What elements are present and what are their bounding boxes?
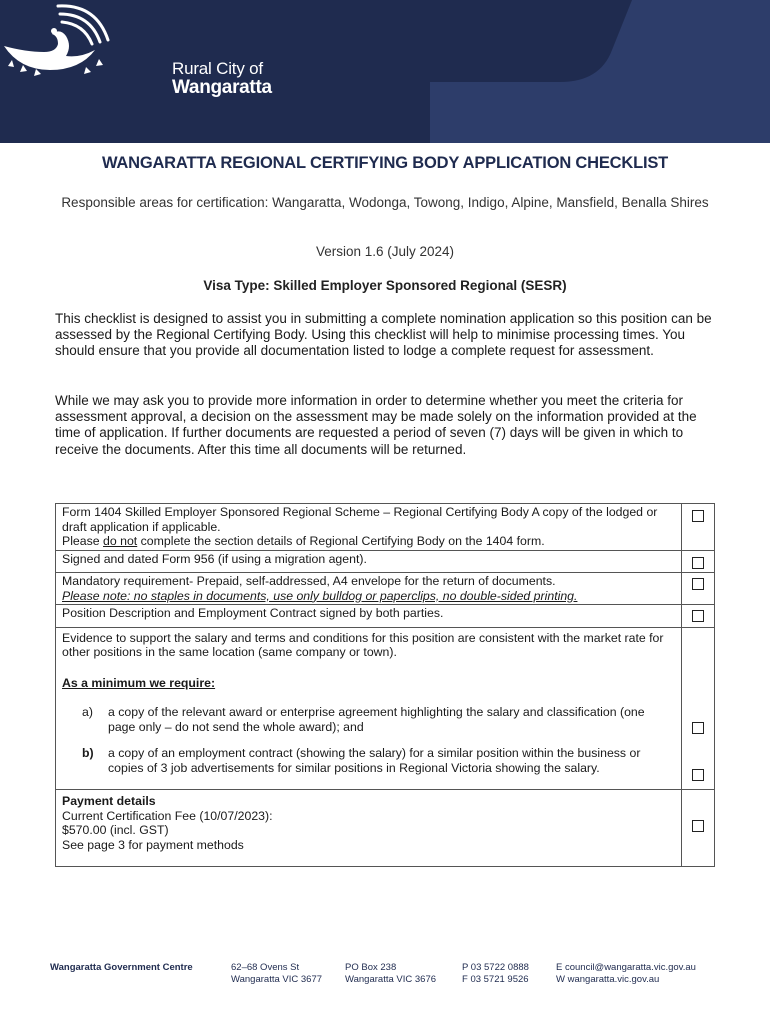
checkbox-contract[interactable] <box>692 769 704 781</box>
minimum-heading: As a minimum we require: <box>62 675 216 690</box>
list-item-text: a copy of an employment contract (showing the salary) for a similar position within the business or copies of 3 job advertisements for similar positions in Regional Victoria showing the salary. <box>108 746 641 775</box>
footer-phone <box>462 962 529 986</box>
checkbox-form1404[interactable] <box>692 510 704 522</box>
footer <box>50 962 730 986</box>
checkbox-cell <box>682 605 715 628</box>
checkbox-form956[interactable] <box>692 557 704 569</box>
banner-decoration <box>0 0 770 143</box>
footer-fax-number: F 03 5721 9526 <box>462 974 529 985</box>
document-title: WANGARATTA REGIONAL CERTIFYING BODY APPLICATION CHECKLIST <box>101 154 669 172</box>
table-row <box>56 790 715 867</box>
form1404-note-pre: Please <box>62 534 104 548</box>
footer-po-line1: PO Box 238 <box>345 962 397 973</box>
checkbox-cell <box>682 790 715 867</box>
org-name-line1: Rural City of <box>172 59 263 78</box>
list-item <box>82 705 675 734</box>
table-row <box>56 504 715 551</box>
table-row <box>56 627 715 790</box>
envelope-note: Please note: no staples in documents, use only bulldog or paperclips, no double-sided printing. <box>62 588 578 603</box>
footer-street-line1: 62–68 Ovens St <box>231 962 300 973</box>
footer-centre: Wangaratta Government Centre <box>50 962 193 973</box>
checkbox-cell <box>682 627 715 790</box>
list-item-label: a) <box>82 705 93 719</box>
footer-phone-number: P 03 5722 0888 <box>462 962 529 973</box>
table-row <box>56 605 715 628</box>
footer-contact <box>556 962 696 986</box>
evidence-cell <box>56 627 682 790</box>
payment-heading: Payment details <box>62 794 156 808</box>
checkbox-cell <box>682 573 715 605</box>
evidence-text: Evidence to support the salary and terms and conditions for this position are consistent with the market rate for other positions in the same location (same company or town). <box>62 630 664 659</box>
payment-amount: $570.00 (incl. GST) <box>62 823 169 837</box>
payment-methods: See page 3 for payment methods <box>62 837 244 852</box>
footer-street-line2: Wangaratta VIC 3677 <box>231 974 323 985</box>
footer-street <box>231 962 322 986</box>
form956-cell: Signed and dated Form 956 (if using a migration agent). <box>56 550 682 573</box>
payment-cell <box>56 790 682 867</box>
footer-po-line2: Wangaratta VIC 3676 <box>345 974 437 985</box>
table-row <box>56 550 715 573</box>
checkbox-position-desc[interactable] <box>692 610 704 622</box>
org-name <box>172 60 272 97</box>
version-text: Version 1.6 (July 2024) <box>315 244 455 259</box>
form1404-note-emphasis: do not <box>103 534 138 548</box>
list-item-text: a copy of the relevant award or enterprise agreement highlighting the salary and classification (one page only – do not send the whole award); and <box>108 705 645 734</box>
form1404-text: Form 1404 Skilled Employer Sponsored Regional Scheme – Regional Certifying Body A copy of the lodged or draft application if applicable. <box>62 505 658 534</box>
footer-po-box <box>345 962 436 986</box>
form1404-cell <box>56 504 682 551</box>
checkbox-cell <box>682 504 715 551</box>
position-desc-cell: Position Description and Employment Contract signed by both parties. <box>56 605 682 628</box>
visa-type: Visa Type: Skilled Employer Sponsored Regional (SESR) <box>203 278 567 293</box>
form1404-note-post: complete the section details of Regional Certifying Body on the 1404 form. <box>137 534 545 548</box>
envelope-text: Mandatory requirement- Prepaid, self-addressed, A4 envelope for the return of documents. <box>62 574 556 588</box>
checkbox-payment[interactable] <box>692 820 704 832</box>
footer-web: W wangaratta.vic.gov.au <box>556 974 660 985</box>
envelope-cell <box>56 573 682 605</box>
checkbox-cell <box>682 550 715 573</box>
header-banner <box>0 0 770 143</box>
checkbox-envelope[interactable] <box>692 578 704 590</box>
list-item-label: b) <box>82 746 94 760</box>
table-row <box>56 573 715 605</box>
responsible-areas: Responsible areas for certification: Wangaratta, Wodonga, Towong, Indigo, Alpine, Mansfield, Benalla Shires <box>61 195 709 210</box>
list-item <box>82 746 675 775</box>
checklist-table <box>55 503 715 867</box>
payment-fee-label: Current Certification Fee (10/07/2023): <box>62 808 273 823</box>
footer-email: E council@wangaratta.vic.gov.au <box>556 962 696 973</box>
org-name-line2: Wangaratta <box>172 77 272 98</box>
info-paragraph: While we may ask you to provide more information in order to determine whether you meet the criteria for assessment approval, a decision on the assessment may be made solely on the information provided at the time of application. If further documents are requested a period of seven (7) days will be given in which to receive the documents. After this time all documents will be returned. <box>55 393 697 457</box>
intro-paragraph: This checklist is designed to assist you in submitting a complete nomination application so this position can be assessed by the Regional Certifying Body. Using this checklist will help to minimise processing times. You should ensure that you provide all documentation listed to lodge a complete request for assessment. <box>55 311 712 359</box>
checkbox-award[interactable] <box>692 722 704 734</box>
swan-logo-icon <box>0 0 115 78</box>
